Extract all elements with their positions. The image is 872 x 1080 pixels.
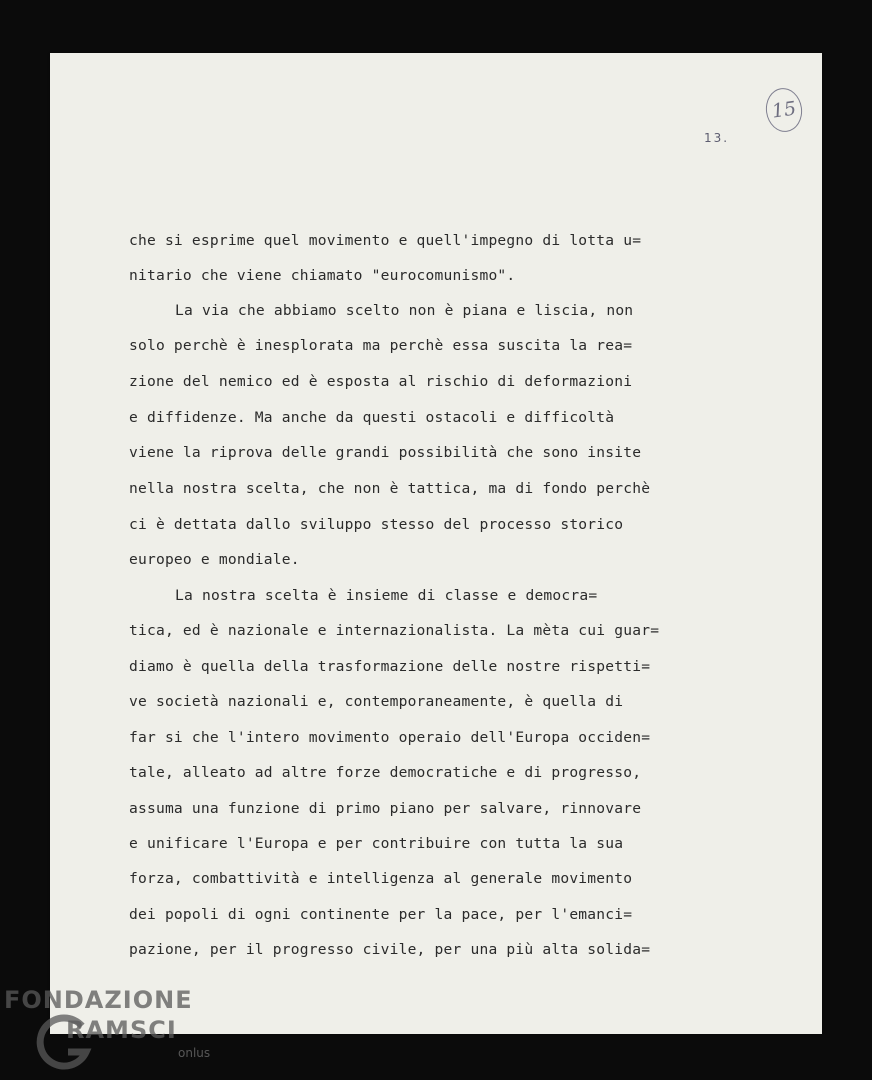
- text-line: assuma una funzione di primo piano per salvare, rinnovare: [129, 800, 642, 817]
- page-number: 13.: [704, 131, 730, 145]
- text-line: tale, alleato ad altre forze democratiche e di progresso,: [129, 764, 642, 781]
- text-line: diamo è quella della trasformazione delle nostre rispetti=: [129, 658, 651, 675]
- text-line: far si che l'intero movimento operaio dell'Europa occiden=: [129, 729, 651, 746]
- text-line: europeo e mondiale.: [129, 551, 300, 568]
- text-line: viene la riprova delle grandi possibilità che sono insite: [129, 444, 642, 461]
- text-line: che si esprime quel movimento e quell'impegno di lotta u=: [129, 232, 642, 249]
- text-line: ve società nazionali e, contemporaneamente, è quella di: [129, 693, 624, 710]
- text-line: nitario che viene chiamato "eurocomunismo".: [129, 267, 516, 284]
- text-line: dei popoli di ogni continente per la pace, per l'emanci=: [129, 906, 633, 923]
- text-line: tica, ed è nazionale e internazionalista. La mèta cui guar=: [129, 622, 660, 639]
- watermark-line1: FONDAZIONE: [4, 986, 193, 1014]
- text-line: forza, combattività e intelligenza al generale movimento: [129, 870, 633, 887]
- archive-number-stamp: 15: [763, 86, 805, 135]
- text-line: La via che abbiamo scelto non è piana e liscia, non: [175, 302, 634, 319]
- watermark-line2: RAMSCI: [66, 1016, 177, 1044]
- fondazione-gramsci-watermark: [4, 986, 224, 1076]
- text-line: e diffidenze. Ma anche da questi ostacoli e difficoltà: [129, 409, 615, 426]
- text-line: La nostra scelta è insieme di classe e democra=: [175, 587, 598, 604]
- text-line: pazione, per il progresso civile, per una più alta solida=: [129, 941, 651, 958]
- text-line: e unificare l'Europa e per contribuire con tutta la sua: [129, 835, 624, 852]
- document-page: [50, 53, 822, 1034]
- text-line: solo perchè è inesplorata ma perchè essa suscita la rea=: [129, 337, 633, 354]
- text-line: ci è dettata dallo sviluppo stesso del processo storico: [129, 516, 624, 533]
- watermark-onlus: onlus: [178, 1046, 211, 1060]
- text-line: nella nostra scelta, che non è tattica, ma di fondo perchè: [129, 480, 651, 497]
- text-line: zione del nemico ed è esposta al rischio di deformazioni: [129, 373, 633, 390]
